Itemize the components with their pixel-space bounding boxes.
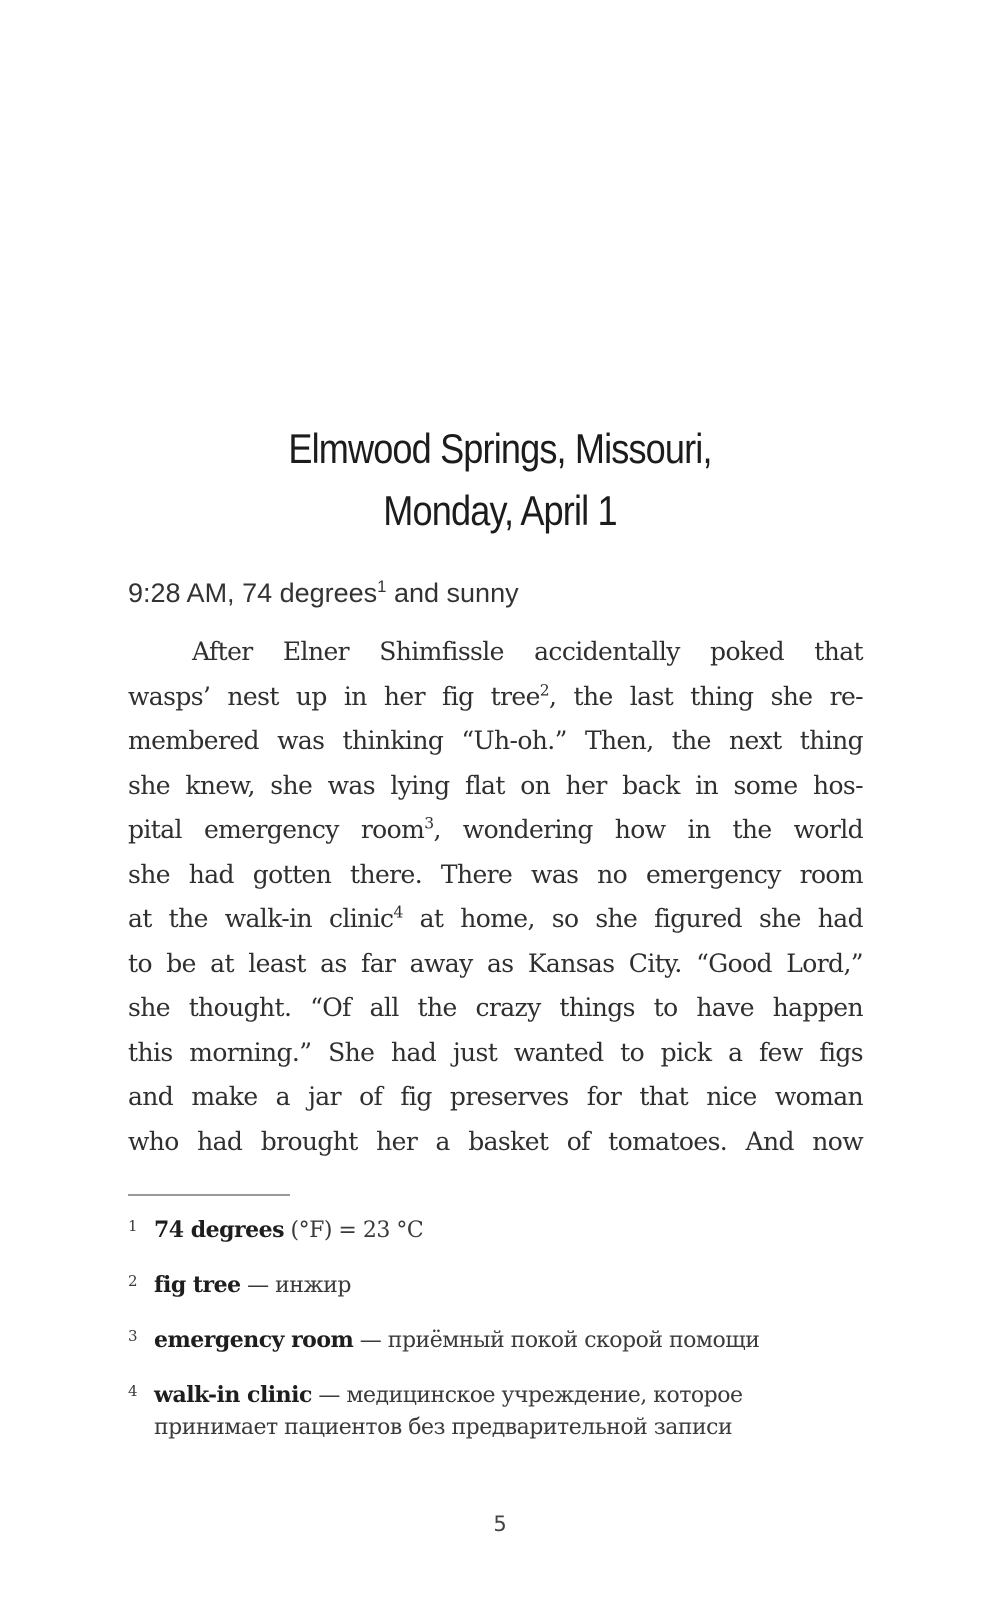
footnote-definition: — медицинское учреждение, которое принимает пациентов без предварительной записи (154, 1383, 743, 1440)
body-line (128, 808, 863, 853)
footnote-term: 74 degrees (154, 1217, 285, 1243)
chapter-title (70, 418, 930, 542)
body-line: to be at least as far away as Kansas City. “Good Lord,” (128, 948, 863, 978)
footnote-ref-4[interactable]: 4 (393, 903, 403, 922)
body-line: she thought. “Of all the crazy things to have happen (128, 993, 863, 1022)
chapter-title-line-2: Monday, April 1 (383, 487, 617, 534)
footnote-3 (128, 1324, 868, 1357)
footnote-number: 3 (128, 1327, 138, 1345)
footnote-number: 1 (128, 1217, 138, 1235)
footnote-number: 2 (128, 1272, 138, 1290)
page-number: 5 (493, 1512, 507, 1536)
body-line-text: at the walk-in clinic (128, 904, 394, 933)
body-line: and make a jar of fig preserves for that nice woman (128, 1082, 863, 1111)
body-line: this morning.” She had just wanted to pick a few figs (128, 1037, 863, 1067)
body-line (128, 675, 863, 720)
footnote-number: 4 (128, 1382, 138, 1400)
footnote-ref-2[interactable]: 2 (539, 681, 550, 700)
body-paragraph (128, 630, 863, 1164)
footnote-4 (128, 1379, 868, 1444)
body-line: membered was thinking “Uh-oh.” Then, the next thing (128, 726, 863, 755)
footnote-1 (128, 1214, 868, 1247)
body-line: she knew, she was lying flat on her back in some hos- (128, 770, 863, 800)
footnote-term: fig tree (154, 1272, 241, 1298)
timestamp-text-after: and sunny (386, 578, 519, 608)
footnote-definition: (°F) = 23 °C (284, 1218, 424, 1243)
footnote-ref-1[interactable]: 1 (377, 576, 387, 596)
body-line-text: pital emergency room (128, 815, 425, 844)
body-line: who had brought her a basket of tomatoes. And now (128, 1126, 863, 1156)
footnote-divider (128, 1194, 290, 1196)
timestamp-text: 9:28 AM, 74 degrees (128, 578, 378, 608)
footnote-ref-3[interactable]: 3 (424, 814, 434, 833)
footnote-definition: — инжир (240, 1273, 351, 1298)
footnote-2 (128, 1269, 868, 1302)
body-line-text: wasps’ nest up in her fig tree (128, 681, 540, 711)
time-weather-heading (128, 578, 519, 609)
body-line (128, 897, 863, 942)
body-line-text: at home, so she figured she had (402, 904, 863, 933)
body-line: she had gotten there. There was no emergency room (128, 859, 863, 889)
footnotes (128, 1214, 868, 1466)
footnote-term: walk-in clinic (154, 1382, 312, 1408)
body-line-text: , the last thing she re- (549, 681, 863, 711)
body-line: After Elner Shimfissle accidentally poked that (192, 637, 863, 666)
footnote-definition: — приёмный покой скорой помощи (353, 1328, 760, 1353)
footnote-term: emergency room (154, 1327, 354, 1353)
chapter-title-line-1: Elmwood Springs, Missouri, (288, 425, 712, 472)
body-line-text: , wondering how in the world (433, 815, 863, 844)
